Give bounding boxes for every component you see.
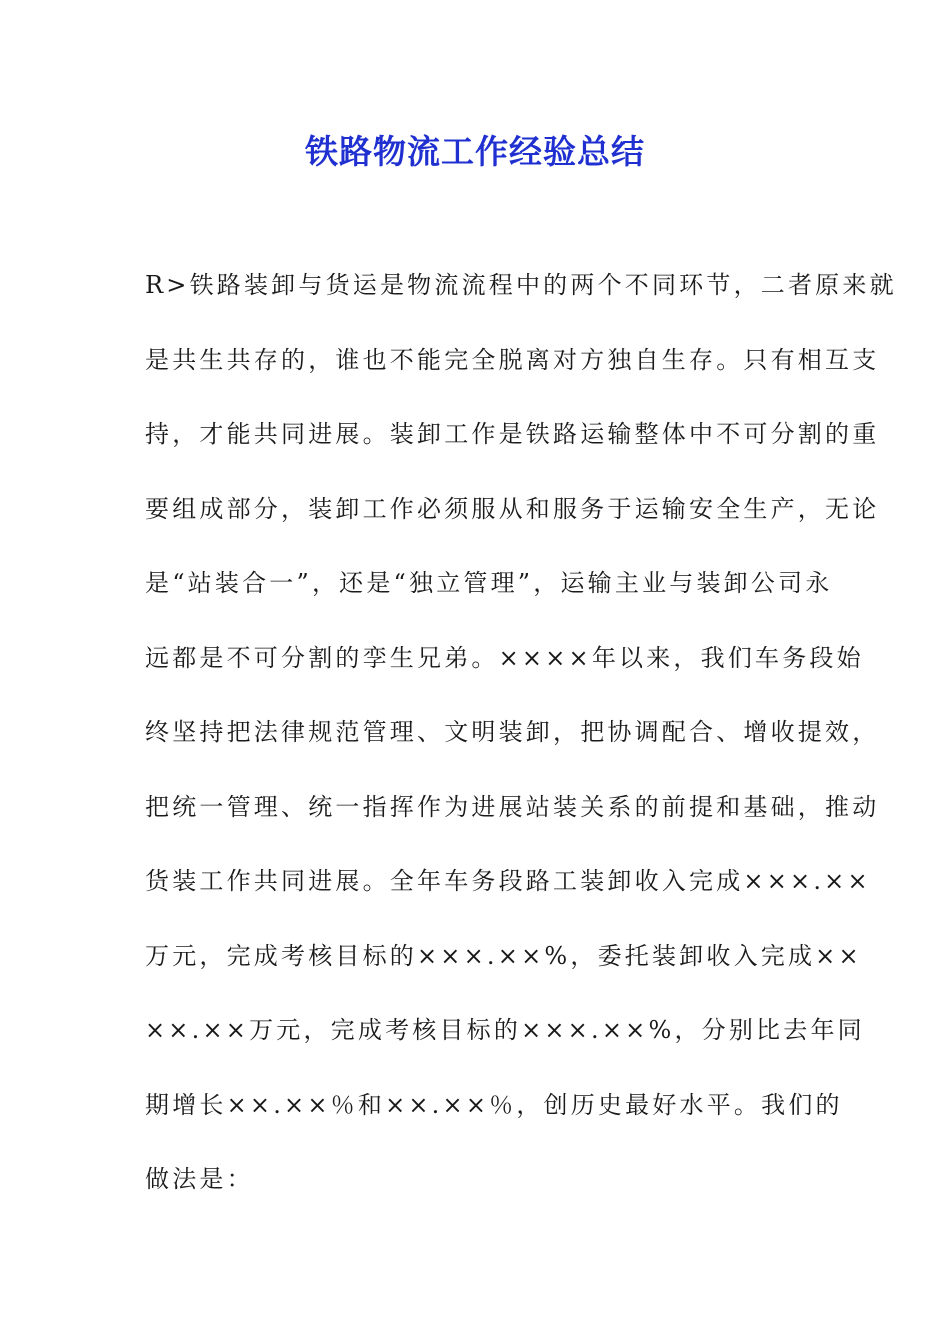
text-line: 持，才能共同进展。装卸工作是铁路运输整体中不可分割的重 [145,420,880,448]
text-line: 要组成部分，装卸工作必须服从和服务于运输安全生产，无论 [145,494,880,523]
text-line: 是“站装合一”，还是“独立管理”，运输主业与装卸公司永 [145,569,833,597]
text-line: R>铁路装卸与货运是物流流程中的两个不同环节，二者原来就 [145,271,897,299]
text-line: 做法是： [145,1165,254,1193]
text-line: 是共生共存的，谁也不能完全脱离对方独自生存。只有相互支 [145,345,880,374]
document-title: 铁路物流工作经验总结 [305,132,645,171]
text-line: ××.××万元，完成考核目标的×××.××%，分别比去年同 [145,1016,865,1044]
text-line: 终坚持把法律规范管理、文明装卸，把协调配合、增收提效， [145,718,880,746]
text-line: 远都是不可分割的孪生兄弟。××××年以来，我们车务段始 [145,643,864,672]
text-line: 期增长××.××％和××.××％，创历史最好水平。我们的 [145,1090,843,1119]
text-line: 货装工作共同进展。全年车务段路工装卸收入完成×××.×× [145,867,871,895]
body-paragraph [145,258,897,1227]
text-line: 把统一管理、统一指挥作为进展站装关系的前提和基础，推动 [145,792,880,821]
text-line: 万元，完成考核目标的×××.××%，委托装卸收入完成×× [145,941,862,970]
